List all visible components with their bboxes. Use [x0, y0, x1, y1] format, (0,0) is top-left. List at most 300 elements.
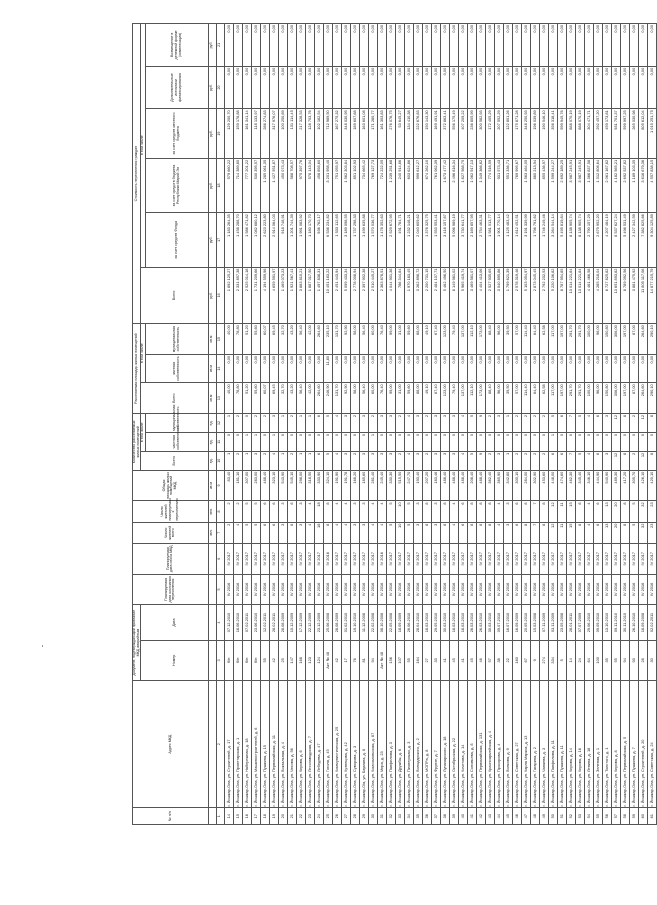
table-row: [530, 24, 539, 825]
table-cell: 26: [332, 808, 341, 825]
table-cell: IV 2016: [224, 574, 233, 605]
table-cell: 57,00: [512, 324, 521, 355]
table-cell: 0,00: [485, 354, 494, 382]
table-cell: 4: [332, 522, 341, 543]
table-cell: 117,00: [548, 383, 557, 414]
table-cell: 0,00: [368, 354, 377, 382]
table-cell: 0,00: [278, 24, 287, 67]
table-cell: 356 318,41: [548, 109, 557, 159]
table-row: [494, 24, 503, 825]
table-cell: 67,40: [431, 324, 440, 355]
table-cell: 6: [512, 501, 521, 522]
table-cell: 0: [584, 432, 593, 451]
table-cell: 0,00: [575, 66, 584, 109]
table-cell: 7 382 825,66: [638, 213, 647, 267]
table-cell: 0: [458, 432, 467, 451]
table-cell: IV 2017: [278, 543, 287, 574]
table-cell: г. Йошкар-Ола, ул. Луначарского, д. 18: [440, 680, 449, 808]
table-cell: 42,00: [305, 383, 314, 414]
column-number: 11: [216, 432, 224, 451]
table-cell: 27: [341, 808, 350, 825]
header-cost-total: Всего: [141, 267, 209, 324]
table-cell: 334: [548, 640, 557, 680]
table-cell: 10 451 183,22: [323, 267, 332, 324]
table-cell: г. Йошкар-Ола, ул. Гагарина, д. 2: [530, 680, 539, 808]
table-cell: IV 2017: [305, 543, 314, 574]
table-cell: 11,80: [323, 354, 332, 382]
table-cell: 42: [269, 640, 278, 680]
table-cell: 16.09.2009: [512, 605, 521, 640]
table-cell: 4: [377, 501, 386, 522]
table-cell: 8: [323, 522, 332, 543]
table-cell: 41: [440, 640, 449, 680]
table-cell: 283,00: [251, 470, 260, 501]
table-cell: 0: [287, 432, 296, 451]
table-cell: 30: [647, 640, 656, 680]
table-cell: 918 748,91: [278, 213, 287, 267]
table-cell: 87,00: [629, 324, 638, 355]
table-cell: 23.05.2008: [557, 605, 566, 640]
table-cell: 29: [359, 808, 368, 825]
table-cell: 1 799 621,39: [503, 267, 512, 324]
table-cell: 34: [404, 808, 413, 825]
table-cell: 124: [314, 640, 323, 680]
table-cell: 4: [449, 522, 458, 543]
table-cell: 14 877 215,79: [647, 267, 656, 324]
table-row: [602, 24, 611, 825]
table-cell: 4 182 565,21: [611, 158, 620, 212]
table-cell: 49,10: [422, 324, 431, 355]
table-cell: IV 2016: [602, 574, 611, 605]
table-cell: IV 2016: [287, 574, 296, 605]
table-cell: 79,40: [449, 383, 458, 414]
table-cell: 291,70: [566, 383, 575, 414]
table-cell: 58,00: [350, 383, 359, 414]
table-cell: 31: [377, 808, 386, 825]
table-cell: 8: [620, 501, 629, 522]
table-cell: 07.12.2010: [224, 605, 233, 640]
table-cell: 25: [323, 808, 332, 825]
table-cell: г. Йошкар-Ола, ул. Чехова, д. 56: [287, 680, 296, 808]
table-cell: 88,00: [413, 383, 422, 414]
table-cell: 3: [269, 414, 278, 433]
table-cell: 0: [602, 432, 611, 451]
table-cell: 13 014 221,84: [566, 267, 575, 324]
table-cell: 100: [593, 640, 602, 680]
table-cell: 0,00: [395, 354, 404, 382]
table-cell: 3: [377, 414, 386, 433]
table-cell: 0,00: [332, 66, 341, 109]
table-cell: 888 070,19: [575, 109, 584, 159]
table-cell: 0,00: [440, 24, 449, 67]
table-cell: IV 2017: [269, 543, 278, 574]
table-cell: 0,00: [296, 24, 305, 67]
table-cell: 0,00: [620, 66, 629, 109]
table-cell: 33: [431, 640, 440, 680]
table-cell: 1 586 471,82: [242, 213, 251, 267]
table-cell: 196 039,89: [530, 109, 539, 159]
table-cell: 0: [593, 432, 602, 451]
table-cell: 164: [413, 640, 422, 680]
table-cell: 8: [323, 501, 332, 522]
table-cell: 0,00: [341, 24, 350, 67]
table-cell: 545,10: [287, 470, 296, 501]
table-cell: 0: [647, 432, 656, 451]
table-cell: 0,00: [530, 354, 539, 382]
table-cell: 23.12.2009: [314, 605, 323, 640]
table-cell: г. Йошкар-Ола, ул. Карла Маркса, д. 13: [521, 680, 530, 808]
table-cell: 0: [314, 432, 323, 451]
table-cell: 114,40: [521, 383, 530, 414]
table-cell: 8: [539, 522, 548, 543]
table-cell: 168: [296, 640, 305, 680]
table-cell: 0,00: [224, 354, 233, 382]
table-cell: 0,00: [413, 66, 422, 109]
table-cell: 2 792 232,53: [539, 267, 548, 324]
table-cell: 488,40: [458, 470, 467, 501]
table-cell: г. Йошкар-Ола, ул. Советская, д. 27: [512, 680, 521, 808]
table-cell: 0: [476, 432, 485, 451]
table-row: [422, 24, 431, 825]
table-cell: 1 458 288,70: [233, 213, 242, 267]
table-cell: 0,00: [620, 24, 629, 67]
table-cell: 181,10: [233, 470, 242, 501]
table-cell: 3: [503, 522, 512, 543]
table-cell: 342,80: [503, 470, 512, 501]
table-cell: г. Йошкар-Ола, ул. Пролетарская, д. 1: [233, 680, 242, 808]
table-cell: 3: [278, 501, 287, 522]
table-cell: 160: [512, 640, 521, 680]
table-cell: 37: [431, 808, 440, 825]
table-cell: 03.11.2009: [548, 605, 557, 640]
table-cell: 56,40: [359, 324, 368, 355]
table-cell: 5: [242, 522, 251, 543]
table-cell: 0,00: [314, 24, 323, 67]
table-cell: 13: [602, 501, 611, 522]
table-cell: 2: [287, 451, 296, 470]
table-cell: 12: [548, 501, 557, 522]
table-cell: 0: [521, 432, 530, 451]
table-cell: IV 2016: [377, 543, 386, 574]
unit-cell: ед.: [208, 451, 216, 470]
table-cell: 0,00: [278, 66, 287, 109]
table-cell: 0: [278, 432, 287, 451]
table-cell: 264,60: [638, 324, 647, 355]
table-cell: г. Йошкар-Ола, ул. Гоголя, д. 45: [323, 680, 332, 808]
table-cell: 0,00: [548, 24, 557, 67]
table-cell: IV 2016: [638, 574, 647, 605]
table-cell: 8 138 905,74: [566, 213, 575, 267]
table-cell: 0,00: [629, 66, 638, 109]
table-row: [566, 24, 575, 825]
table-cell: 22.02.2008: [368, 605, 377, 640]
table-cell: 3: [494, 414, 503, 433]
header-cost-group: Стоимость переселения граждан: [133, 24, 141, 324]
table-cell: 8: [287, 522, 296, 543]
table-cell: 23: [647, 522, 656, 543]
table-cell: г. Йошкар-Ола, ул. Волкова, д. 9: [503, 680, 512, 808]
table-row: [278, 24, 287, 825]
table-cell: 2 525 014,18: [242, 267, 251, 324]
unit-cell: кв.м: [208, 470, 216, 501]
table-cell: 2 510 445,27: [368, 267, 377, 324]
table-cell: 0: [620, 432, 629, 451]
table-cell: IV 2016: [557, 574, 566, 605]
table-cell: 5: [251, 522, 260, 543]
table-row: [260, 24, 269, 825]
table-cell: 0,00: [287, 354, 296, 382]
table-cell: 880 213,94: [530, 158, 539, 212]
table-cell: 2 169 857,95: [467, 213, 476, 267]
table-cell: 265 030,98: [629, 109, 638, 159]
table-cell: 100,00: [584, 383, 593, 414]
table-cell: 0: [413, 432, 422, 451]
table-cell: 540,90: [602, 470, 611, 501]
table-cell: 0,00: [494, 66, 503, 109]
table-cell: 208,40: [467, 470, 476, 501]
table-cell: 3: [296, 522, 305, 543]
table-cell: 0: [575, 432, 584, 451]
table-cell: 0: [404, 432, 413, 451]
table-cell: г. Йошкар-Ола, ул. Панфилова, д. 3: [386, 680, 395, 808]
table-cell: IV 2016: [314, 574, 323, 605]
table-cell: 7: [566, 414, 575, 433]
table-cell: 1: [503, 414, 512, 433]
table-cell: 2 692 537,82: [620, 158, 629, 212]
table-cell: 0,00: [449, 24, 458, 67]
table-cell: 55,60: [251, 383, 260, 414]
table-row: [332, 24, 341, 825]
table-cell: 488,40: [449, 470, 458, 501]
table-cell: г. Йошкар-Ола, ул. Первомайская, д. 131: [476, 680, 485, 808]
table-cell: г. Йошкар-Ола, ул. Суворова, д. 3: [350, 680, 359, 808]
table-cell: 2: [422, 414, 431, 433]
table-cell: 1 201 744,39: [287, 213, 296, 267]
table-cell: 4: [404, 451, 413, 470]
table-cell: 4: [377, 522, 386, 543]
table-cell: 26.10.2010: [629, 605, 638, 640]
table-cell: г. Йошкар-Ола, ул. Фрунзе, д. 7: [431, 680, 440, 808]
table-cell: 6: [557, 414, 566, 433]
table-cell: 751 055,97: [332, 158, 341, 212]
table-cell: 43: [485, 808, 494, 825]
table-cell: 0,00: [305, 24, 314, 67]
table-cell: 0,00: [584, 354, 593, 382]
table-cell: 56,40: [296, 383, 305, 414]
header-cost-incl: в том числе: [141, 24, 146, 268]
table-cell: 3: [413, 501, 422, 522]
table-row: [251, 24, 260, 825]
table-cell: 169 491,91: [431, 109, 440, 159]
table-cell: 8: [521, 501, 530, 522]
table-row: [242, 24, 251, 825]
table-cell: IV 2016: [512, 574, 521, 605]
table-cell: 3: [341, 451, 350, 470]
table-cell: г. Йошкар-Ола, ул. Набережная, д. 18: [242, 680, 251, 808]
table-cell: 1 312 808,64: [593, 158, 602, 212]
table-cell: 5 496 531,49: [620, 213, 629, 267]
table-cell: 29.06.2010: [584, 605, 593, 640]
table-cell: 2 331 857,38: [233, 267, 242, 324]
table-row: [485, 24, 494, 825]
table-cell: 8: [467, 501, 476, 522]
table-cell: Акт № 48: [323, 640, 332, 680]
table-cell: 1 427 551,87: [269, 158, 278, 212]
table-cell: 55: [404, 640, 413, 680]
table-cell: IV 2017: [440, 543, 449, 574]
table-cell: 94: [368, 640, 377, 680]
table-cell: 30.03.2010: [440, 605, 449, 640]
table-cell: 0,00: [314, 66, 323, 109]
table-cell: 1: [242, 451, 251, 470]
table-cell: 0,00: [332, 354, 341, 382]
table-cell: 291,70: [575, 383, 584, 414]
table-cell: 23: [305, 808, 314, 825]
table-cell: 0,00: [557, 66, 566, 109]
table-cell: 28: [350, 808, 359, 825]
table-cell: 4: [458, 451, 467, 470]
table-cell: IV 2016: [377, 574, 386, 605]
table-cell: г. Йошкар-Ола, ул. Лесозаводская, д. 7: [305, 680, 314, 808]
table-cell: 1 599 244,27: [548, 158, 557, 212]
table-cell: 3: [413, 414, 422, 433]
table-cell: 975 397,76: [296, 158, 305, 212]
table-cell: 44: [494, 808, 503, 825]
table-cell: 18: [260, 808, 269, 825]
table-cell: 3 616 679,36: [638, 158, 647, 212]
table-cell: 134 410,38: [404, 109, 413, 159]
table-cell: 11: [557, 522, 566, 543]
table-cell: 0,00: [404, 354, 413, 382]
table-cell: 0: [539, 432, 548, 451]
table-cell: 290,10: [647, 383, 656, 414]
table-cell: 48: [530, 808, 539, 825]
table-cell: 0,00: [386, 24, 395, 67]
table-row: [404, 24, 413, 825]
table-cell: 28.01.2011: [566, 605, 575, 640]
table-cell: 26.03.2010: [467, 605, 476, 640]
table-cell: 9 304 125,89: [647, 213, 656, 267]
table-cell: 2: [224, 522, 233, 543]
table-cell: 0: [503, 432, 512, 451]
table-cell: 0,00: [485, 24, 494, 67]
table-cell: 4: [332, 414, 341, 433]
column-number: 18: [216, 158, 224, 212]
table-cell: 64,40: [530, 324, 539, 355]
table-cell: 4 461 466,58: [584, 267, 593, 324]
table-cell: 17.12.2009: [296, 605, 305, 640]
table-cell: IV 2016: [251, 574, 260, 605]
table-cell: 09.09.2010: [593, 605, 602, 640]
table-cell: 60,07: [260, 383, 269, 414]
table-cell: 28: [638, 640, 647, 680]
table-cell: 46: [512, 808, 521, 825]
table-cell: 247,70: [404, 470, 413, 501]
table-cell: 6: [593, 501, 602, 522]
table-cell: 60,00: [368, 324, 377, 355]
table-cell: г. Йошкар-Ола, ул. Кирова, д. 8: [611, 680, 620, 808]
table-cell: 488,40: [260, 470, 269, 501]
table-cell: 714 389,80: [233, 158, 242, 212]
table-cell: IV 2017: [629, 543, 638, 574]
table-cell: 0,00: [233, 354, 242, 382]
table-cell: 96,00: [494, 383, 503, 414]
table-cell: IV 2016: [386, 574, 395, 605]
table-cell: 38: [494, 640, 503, 680]
table-cell: 19: [269, 808, 278, 825]
table-cell: 4: [449, 501, 458, 522]
table-cell: 0,00: [440, 354, 449, 382]
header-excess: Возмещение в денежной форме (компенсация): [145, 24, 208, 67]
table-cell: 3: [431, 451, 440, 470]
table-cell: 1 082 680,12: [251, 213, 260, 267]
unit-cell: ед.: [208, 414, 216, 433]
table-cell: 0,00: [314, 354, 323, 382]
table-cell: 333,90: [314, 470, 323, 501]
table-cell: 131,70: [332, 324, 341, 355]
table-cell: 0,00: [557, 24, 566, 67]
table-cell: 0,00: [404, 66, 413, 109]
table-cell: IV 2016: [269, 574, 278, 605]
table-cell: г. Йошкар-Ола, ул. Ленина, д. 18: [584, 680, 593, 808]
column-number: 7: [216, 522, 224, 543]
table-cell: 1: [296, 451, 305, 470]
table-cell: 4: [233, 522, 242, 543]
table-cell: 92,90: [341, 383, 350, 414]
table-cell: 55: [593, 808, 602, 825]
table-cell: 6: [260, 501, 269, 522]
table-cell: г. Йошкар-Ола, ул. Дружбы, д. 6: [395, 680, 404, 808]
table-cell: 40,00: [224, 383, 233, 414]
table-cell: 0,00: [548, 66, 557, 109]
table-cell: IV 2016: [503, 574, 512, 605]
table-cell: 1 796 791,62: [530, 213, 539, 267]
table-cell: IV 2017: [503, 543, 512, 574]
table-cell: 1 673 477,42: [440, 158, 449, 212]
table-cell: 43,20: [287, 383, 296, 414]
table-cell: 39,50: [503, 383, 512, 414]
header-plan-resettle: Планируемая дата окончания переселения: [133, 574, 209, 605]
table-cell: 5: [575, 414, 584, 433]
table-cell: 59,60: [404, 324, 413, 355]
table-cell: 5: [323, 414, 332, 433]
table-row: [503, 24, 512, 825]
table-cell: 0,00: [377, 24, 386, 67]
table-cell: 5 965 419,74: [458, 267, 467, 324]
table-cell: 3: [431, 501, 440, 522]
table-cell: 0,00: [368, 24, 377, 67]
table-cell: 936 762,17: [314, 213, 323, 267]
document-sheet: [132, 23, 654, 825]
table-cell: IV 2016: [611, 574, 620, 605]
table-row: [314, 24, 323, 825]
table-cell: 11: [557, 501, 566, 522]
table-cell: 42: [476, 808, 485, 825]
table-cell: 0,00: [260, 354, 269, 382]
table-cell: 674 262,10: [422, 158, 431, 212]
table-cell: 83,40: [224, 470, 233, 501]
header-area-incl: в том числе: [141, 324, 146, 383]
table-cell: 3 264 544,14: [548, 213, 557, 267]
table-cell: 488,40: [476, 470, 485, 501]
table-cell: 5: [467, 451, 476, 470]
table-cell: 0: [332, 432, 341, 451]
header-doc-number: Номер: [141, 640, 209, 680]
table-cell: 24: [575, 640, 584, 680]
table-cell: IV 2017: [620, 543, 629, 574]
table-cell: 18: [314, 522, 323, 543]
table-cell: 2: [512, 414, 521, 433]
